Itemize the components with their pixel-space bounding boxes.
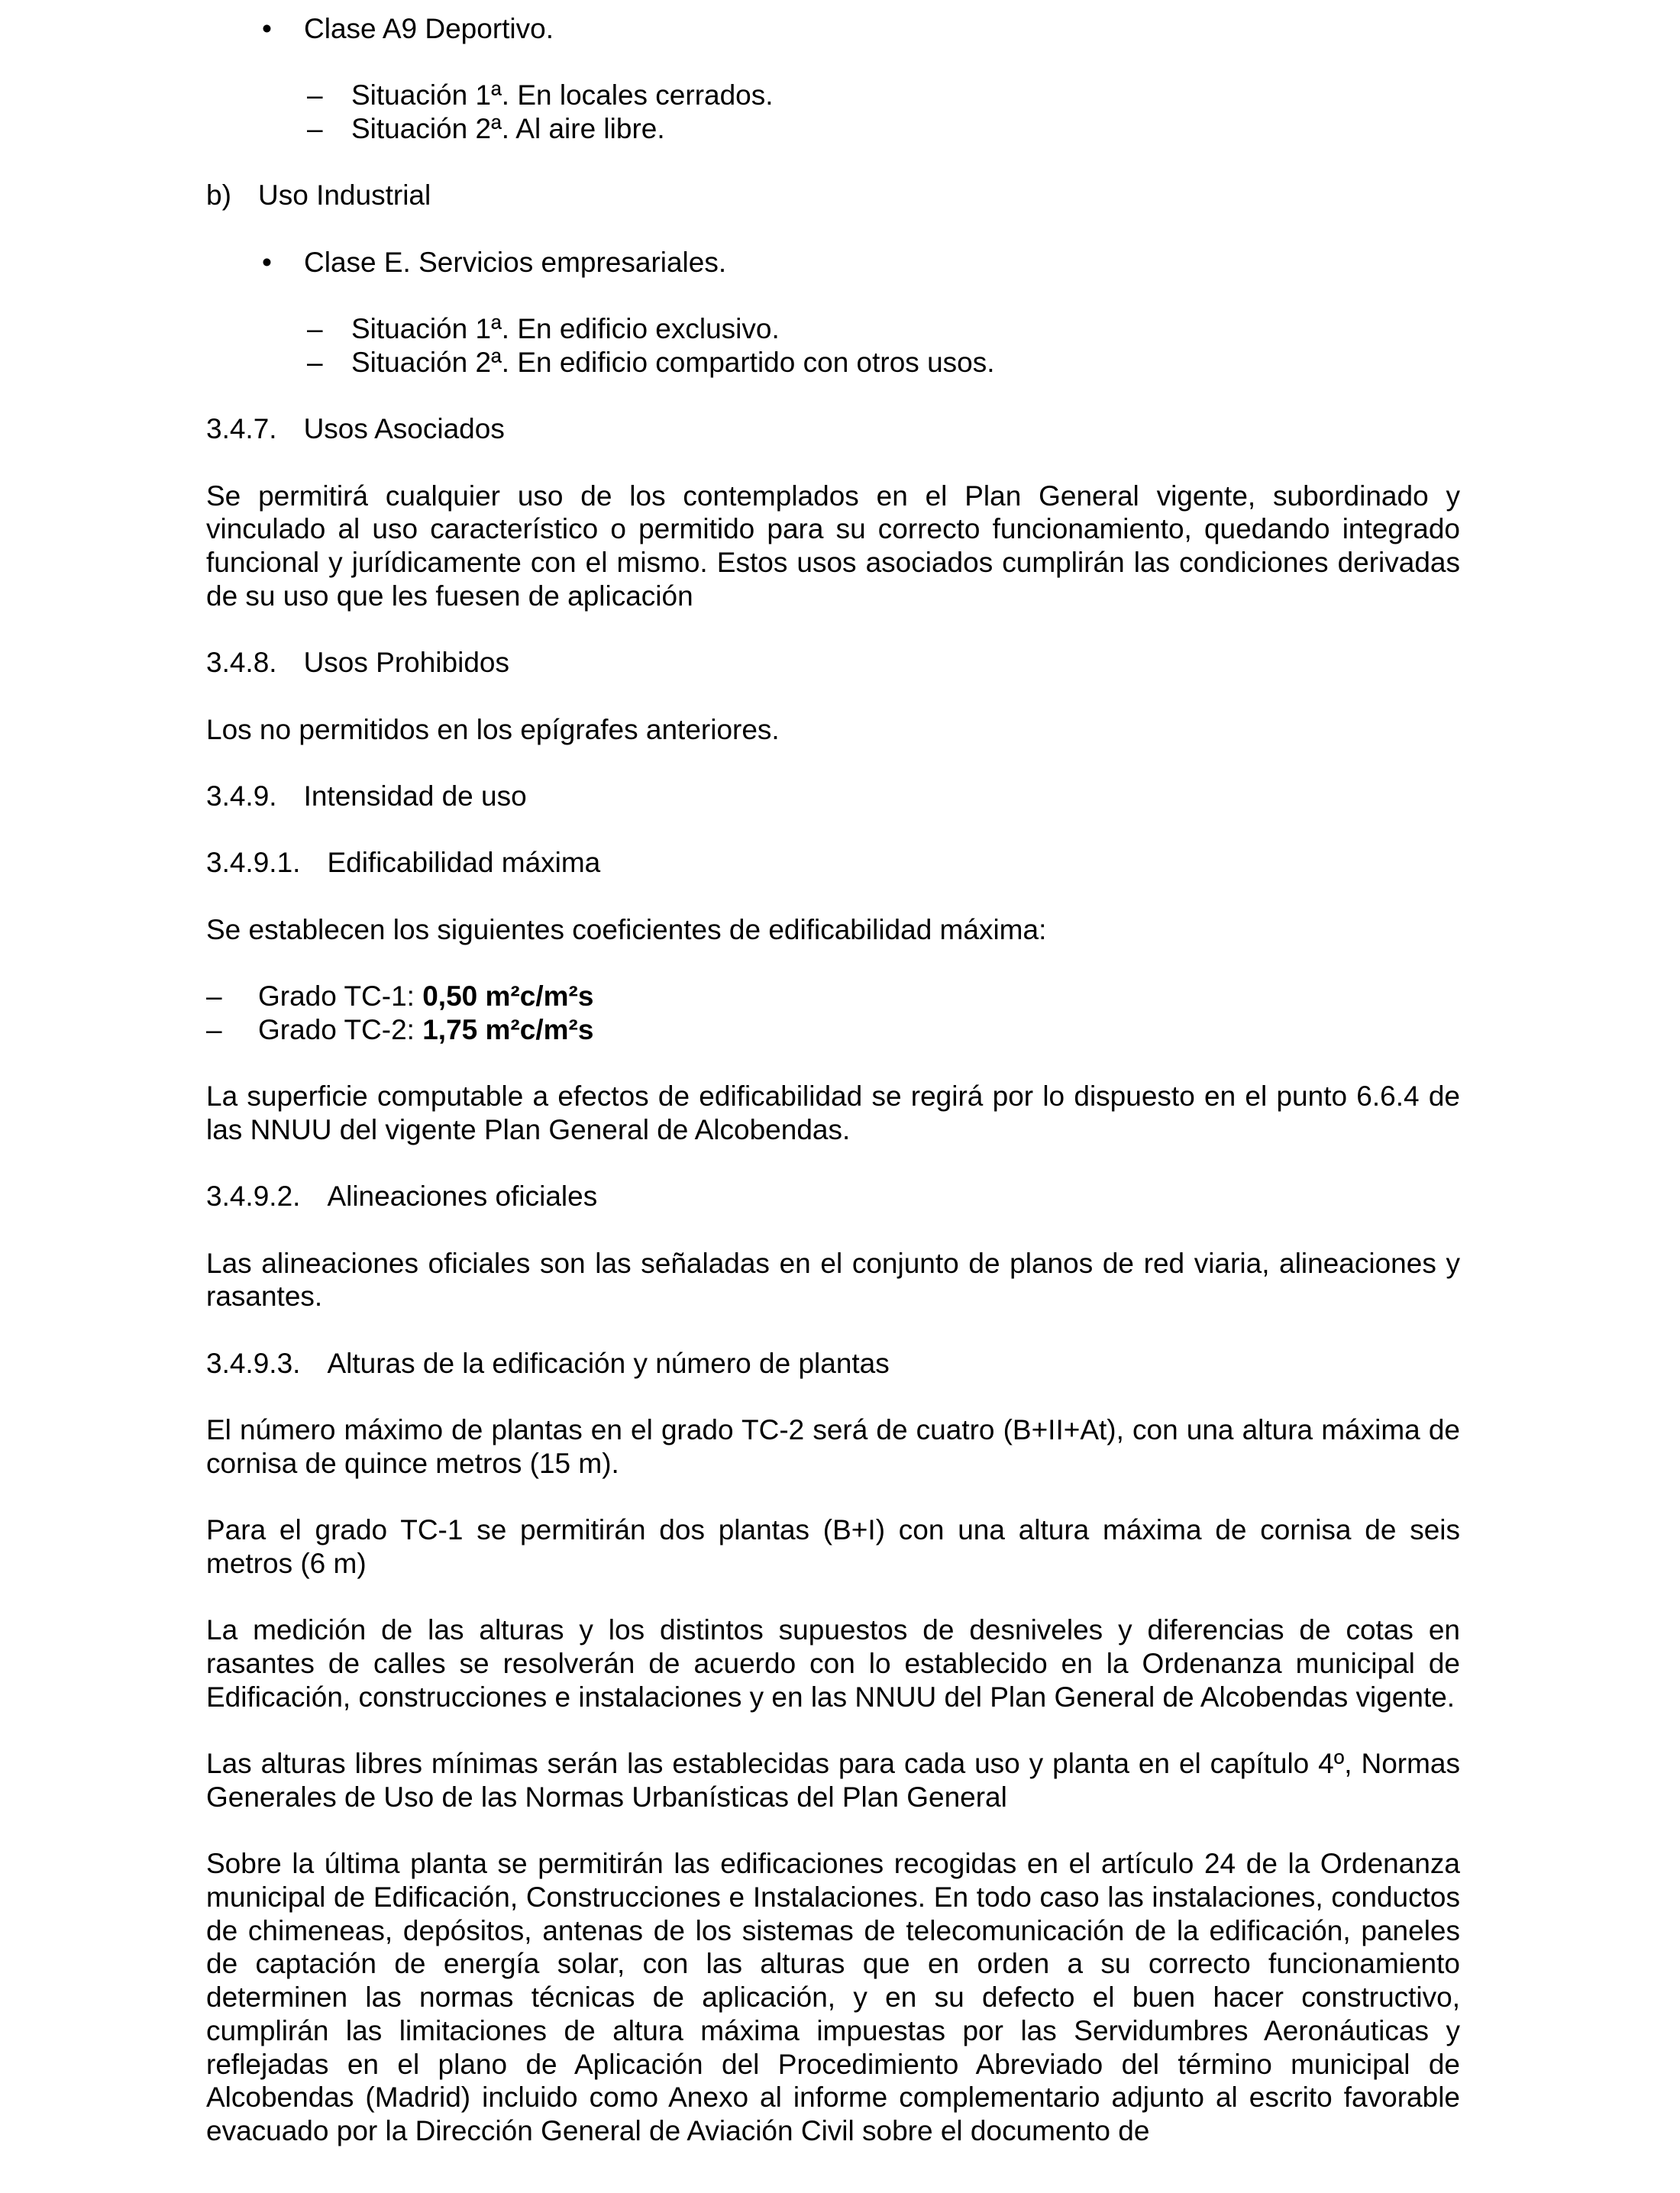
section-title: Usos Prohibidos xyxy=(303,647,509,679)
bullet-marker: • xyxy=(262,13,272,44)
alpha-list-item xyxy=(206,179,1460,212)
dash-marker: – xyxy=(307,113,323,145)
bullet-list-item xyxy=(206,12,1460,46)
section-heading xyxy=(206,846,1460,880)
section-heading xyxy=(206,1180,1460,1213)
list-item-text: Uso Industrial xyxy=(258,179,431,212)
bullet-marker: • xyxy=(262,246,272,278)
section-title: Edificabilidad máxima xyxy=(327,847,601,879)
spec-label: Grado TC-1: xyxy=(258,980,423,1013)
section-title: Alineaciones oficiales xyxy=(327,1180,598,1213)
spec-list-item xyxy=(206,1013,1460,1047)
section-heading xyxy=(206,780,1460,813)
dash-marker: – xyxy=(206,980,222,1013)
paragraph: La superficie computable a efectos de edificabilidad se regirá por lo dispuesto en el punto 6.6.4 de las NNUU del vigente Plan General de Alcobendas. xyxy=(206,1080,1460,1145)
dash-list-item xyxy=(206,312,1460,346)
section-heading xyxy=(206,646,1460,680)
section-number: 3.4.9.2. xyxy=(206,1180,301,1213)
section-title: Alturas de la edificación y número de plantas xyxy=(327,1347,890,1379)
dash-marker: – xyxy=(307,79,323,111)
section-title: Intensidad de uso xyxy=(303,780,527,812)
list-item-text: Clase E. Servicios empresariales. xyxy=(304,246,727,278)
list-item-text: Situación 2ª. En edificio compartido con otros usos. xyxy=(351,346,995,378)
section-title: Usos Asociados xyxy=(303,413,505,445)
list-item-text: Clase A9 Deportivo. xyxy=(304,13,554,44)
list-item-text: Situación 1ª. En edificio exclusivo. xyxy=(351,313,780,345)
bullet-list-item xyxy=(206,246,1460,279)
dash-marker: – xyxy=(206,1013,222,1045)
section-number: 3.4.9.3. xyxy=(206,1347,301,1379)
section-number: 3.4.7. xyxy=(206,413,277,445)
paragraph: Sobre la última planta se permitirán las edificaciones recogidas en el artículo 24 de la Ordenanza municipal de Edificación, Construcciones e Instalaciones. En todo caso las instalaciones, conductos de chimeneas, depósitos, antenas de los sistemas de telecomunicación de la edificación, paneles de captación de energía solar, con las alturas que en orden a su correcto funcionamiento determinen las normas técnicas de aplicación, y en su defecto el buen hacer constructivo, cumplirán las limitaciones de altura máxima impuestas por las Servidumbres Aeronáuticas y reflejadas en el plano de Aplicación del Procedimiento Abreviado del término municipal de Alcobendas (Madrid) incluido como Anexo al informe complementario adjunto al escrito favorable evacuado por la Dirección General de Aviación Civil sobre el documento de xyxy=(206,1848,1460,2146)
dash-list-group xyxy=(206,79,1460,145)
spec-list-group xyxy=(206,980,1460,1046)
dash-list-group xyxy=(206,312,1460,379)
spec-value: 1,75 m²c/m²s xyxy=(422,1013,594,1045)
paragraph: Las alturas libres mínimas serán las establecidas para cada uso y planta en el capítulo 4º, Normas Generales de Uso de las Normas Urbanísticas del Plan General xyxy=(206,1748,1460,1813)
dash-list-item xyxy=(206,79,1460,112)
list-item-text: Situación 1ª. En locales cerrados. xyxy=(351,79,774,111)
spec-list-item xyxy=(206,980,1460,1013)
paragraph: Las alineaciones oficiales son las señaladas en el conjunto de planos de red viaria, alineaciones y rasantes. xyxy=(206,1247,1460,1313)
paragraph: Se permitirá cualquier uso de los contemplados en el Plan General vigente, subordinado y vinculado al uso característico o permitido para su correcto funcionamiento, quedando integrado funcional y jurídicamente con el mismo. Estos usos asociados cumplirán las condiciones derivadas de su uso que les fuesen de aplicación xyxy=(206,480,1460,612)
alpha-marker: b) xyxy=(206,179,231,212)
section-heading xyxy=(206,412,1460,446)
section-number: 3.4.9.1. xyxy=(206,847,301,879)
paragraph: Para el grado TC-1 se permitirán dos plantas (B+I) con una altura máxima de cornisa de seis metros (6 m) xyxy=(206,1514,1460,1580)
paragraph: La medición de las alturas y los distintos supuestos de desniveles y diferencias de cotas en rasantes de calles se resolverán de acuerdo con lo establecido en la Ordenanza municipal de Edificación, construcciones e instalaciones y en las NNUU del Plan General de Alcobendas vigente. xyxy=(206,1614,1460,1713)
paragraph: Los no permitidos en los epígrafes anteriores. xyxy=(206,713,780,745)
dash-list-item xyxy=(206,346,1460,379)
spec-label: Grado TC-2: xyxy=(258,1013,423,1045)
section-number: 3.4.9. xyxy=(206,780,277,812)
paragraph: Se establecen los siguientes coeficientes de edificabilidad máxima: xyxy=(206,913,1047,945)
spec-value: 0,50 m²c/m²s xyxy=(422,980,594,1013)
section-heading xyxy=(206,1347,1460,1381)
dash-marker: – xyxy=(307,346,323,378)
section-number: 3.4.8. xyxy=(206,647,277,679)
dash-list-item xyxy=(206,112,1460,146)
dash-marker: – xyxy=(307,313,323,345)
paragraph: El número máximo de plantas en el grado TC-2 será de cuatro (B+II+At), con una altura máxima de cornisa de quince metros (15 m). xyxy=(206,1414,1460,1479)
list-item-text: Situación 2ª. Al aire libre. xyxy=(351,113,665,145)
document-text-column xyxy=(206,12,1460,2148)
